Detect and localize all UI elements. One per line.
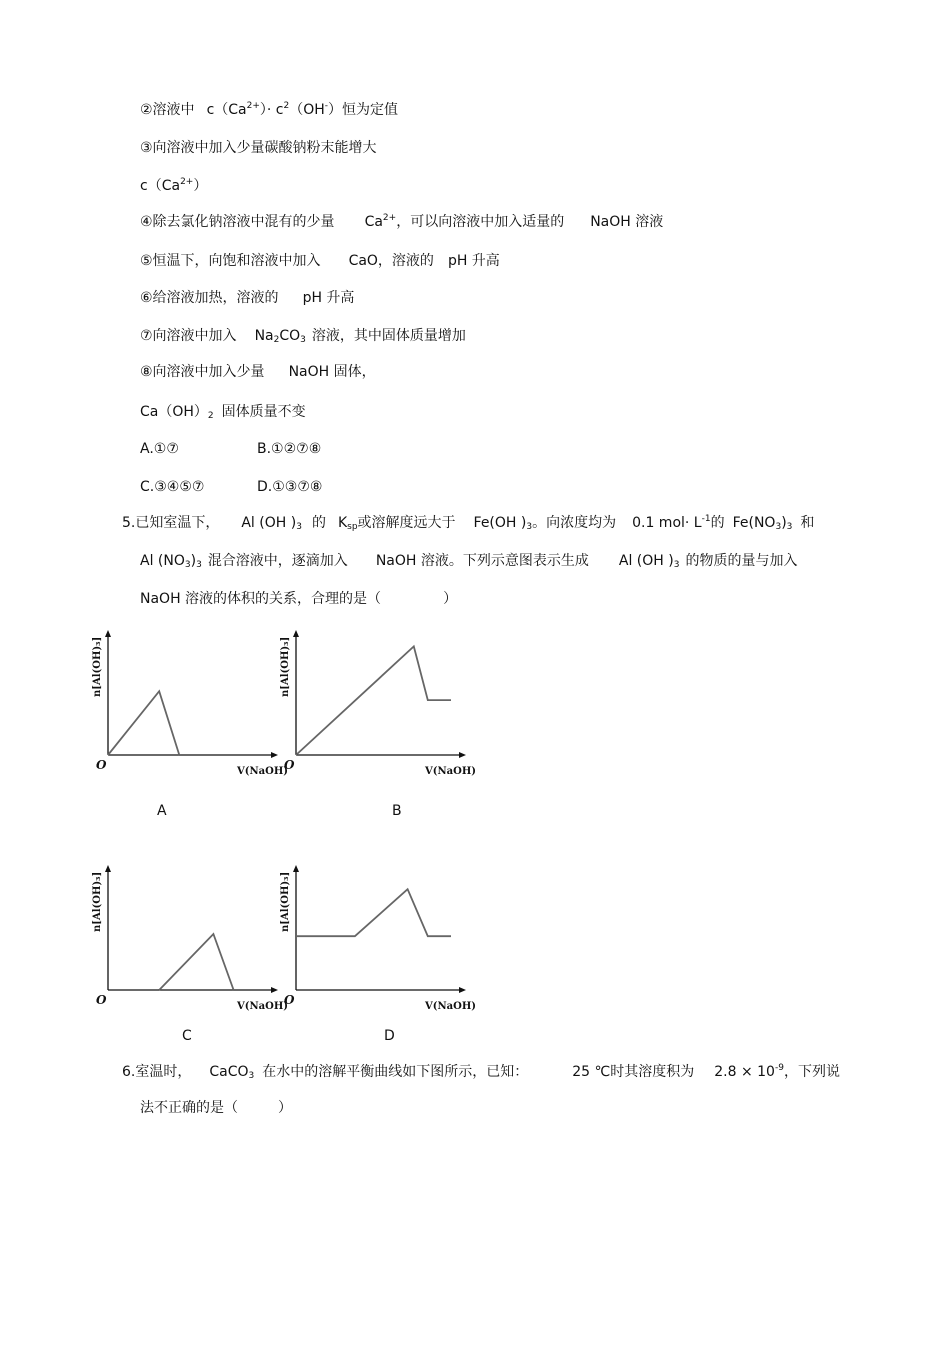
graph-d-origin: O [284, 993, 295, 1007]
question-5-line-3: NaOH 溶液的体积的关系，合理的是（ ） [140, 591, 458, 607]
graph-a-origin: O [96, 758, 107, 772]
statement-6: ⑥给溶液加热，溶液的 pH 升高 [140, 290, 355, 306]
statement-5: ⑤恒温下，向饱和溶液中加入 CaO，溶液的 pH 升高 [140, 253, 500, 269]
graph-c [88, 860, 288, 1025]
graph-b-y-label: n[Al(OH)₃] [280, 636, 291, 697]
graph-d-x-label: V(NaOH) [425, 1001, 477, 1012]
question-5-line-1: 5.已知室温下， Al (OH )$_3$ 的 $K_{sp}$或溶解度远大于 Fe(OH )$_3$。向浓度均为 0.1 $mol\cdot L^{-1}$的 $Fe(NO_3)_3$ 和 [122, 514, 815, 532]
option-d: D.①③⑦⑧ [257, 479, 323, 495]
question-5-line-2: Al $(NO_3)_3$ 混合溶液中，逐滴加入 NaOH 溶液。下列示意图表示生成 Al (OH )$_3$ 的物质的量与加入 [140, 553, 798, 570]
option-b: B.①②⑦⑧ [257, 441, 322, 457]
graph-d-curve [296, 889, 451, 936]
graph-c-curve [159, 934, 233, 990]
statement-3: ③向溶液中加入少量碳酸钠粉末能增大 [140, 140, 377, 156]
graph-c-origin: O [96, 993, 107, 1007]
statement-4: ④除去氯化钠溶液中混有的少量 $Ca^{2+}$，可以向溶液中加入适量的 NaOH 溶液 [140, 213, 664, 230]
graph-b [276, 625, 476, 790]
graph-a-curve [108, 691, 179, 755]
graph-d-y-label: n[Al(OH)₃] [280, 871, 291, 932]
statement-3-cont: $c(Ca^{2+})$ [140, 177, 208, 194]
statement-7: ⑦向溶液中加入 $Na_2CO_3$ 溶液，其中固体质量增加 [140, 328, 466, 345]
graph-a-x-label: V(NaOH) [237, 766, 289, 777]
graph-c-x-label: V(NaOH) [237, 1001, 289, 1012]
graph-b-origin: O [284, 758, 295, 772]
graph-c-y-label: n[Al(OH)₃] [92, 871, 103, 932]
question-6-line-1: 6.室温时， CaCO$_3$ 在水中的溶解平衡曲线如下图所示，已知： 25 ℃时其溶度积为 $2.8 \times 10^{-9}$，下列说 [122, 1063, 840, 1081]
graph-b-x-label: V(NaOH) [425, 766, 477, 777]
option-c: C.③④⑤⑦ [140, 479, 205, 495]
graph-b-curve [296, 646, 451, 755]
graph-label-b: B [392, 803, 402, 819]
graph-a-y-label: n[Al(OH)₃] [92, 636, 103, 697]
statement-2-text: ②溶液中 [140, 102, 195, 118]
statement-2: ②溶液中 $c(Ca^{2+})\cdot c^2(OH^-)$恒为定值 [140, 101, 399, 118]
graph-label-d: D [384, 1028, 395, 1044]
graph-label-c: C [182, 1028, 192, 1044]
graph-d [276, 860, 476, 1025]
graph-a [88, 625, 288, 790]
statement-8-cont: $Ca(OH)_2$ 固体质量不变 [140, 404, 306, 421]
graph-label-a: A [157, 803, 167, 819]
option-a: A.①⑦ [140, 441, 179, 457]
question-6-line-2: 法不正确的是（ ） [140, 1100, 292, 1116]
statement-8: ⑧向溶液中加入少量 NaOH 固体， [140, 364, 376, 380]
